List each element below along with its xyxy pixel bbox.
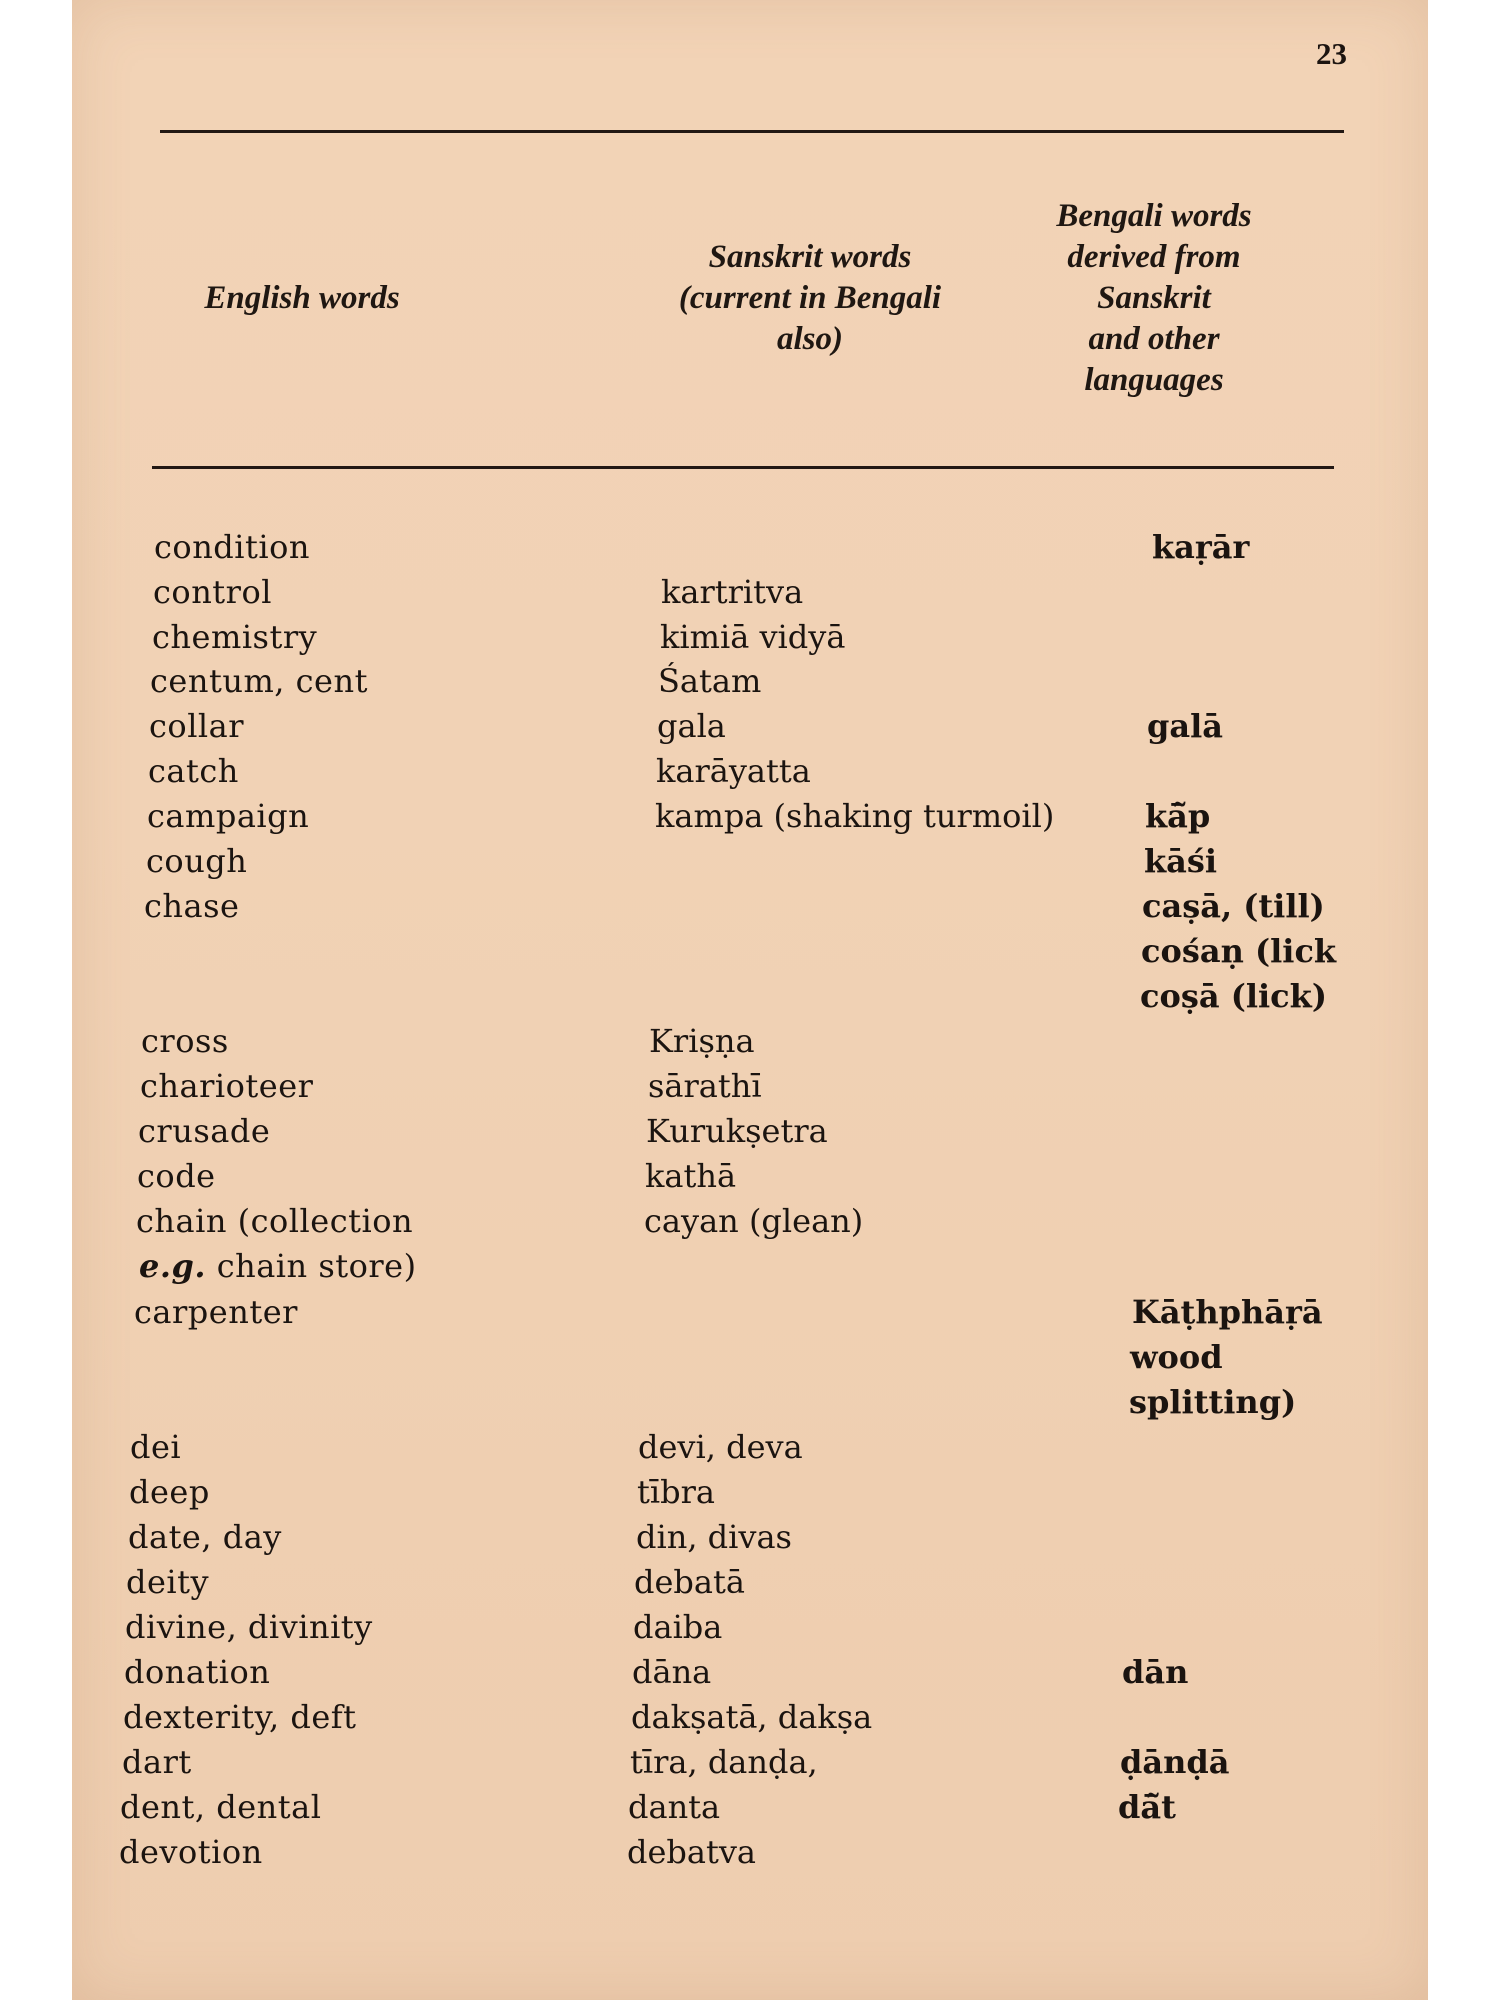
bengali-word: dā̃t xyxy=(1118,1788,1176,1826)
page-number: 23 xyxy=(1316,36,1347,71)
sanskrit-word: dakṣatā, dakṣa xyxy=(631,1698,873,1736)
english-word: condition xyxy=(154,528,310,566)
english-word: campaign xyxy=(147,797,310,835)
english-word: collar xyxy=(149,707,245,745)
bengali-word: kaṛār xyxy=(1152,528,1250,566)
sanskrit-word: debatva xyxy=(627,1833,756,1871)
header-sanskrit-line: also) xyxy=(777,321,843,357)
english-word: donation xyxy=(124,1653,271,1691)
english-word: divine, divinity xyxy=(125,1608,373,1646)
header-bengali-line: Sanskrit xyxy=(1097,280,1211,316)
english-word: centum, cent xyxy=(150,662,368,700)
english-word xyxy=(139,1247,417,1285)
bengali-word: ḍānḍā xyxy=(1120,1743,1230,1781)
sanskrit-word: cayan (glean) xyxy=(644,1202,864,1240)
english-word: charioteer xyxy=(140,1067,314,1105)
sanskrit-word: Kurukṣetra xyxy=(646,1112,828,1150)
english-word: dart xyxy=(122,1743,192,1781)
bengali-word: cośaṇ (lick xyxy=(1141,932,1337,970)
english-word: deep xyxy=(129,1473,210,1511)
english-word: dei xyxy=(130,1428,182,1466)
english-word: devotion xyxy=(119,1833,263,1871)
english-word: carpenter xyxy=(134,1293,298,1331)
english-word: dent, dental xyxy=(120,1788,322,1826)
bengali-word: galā xyxy=(1147,707,1223,745)
english-word-italic: e.g. xyxy=(139,1247,207,1285)
sanskrit-word: tībra xyxy=(637,1473,715,1511)
sanskrit-word: gala xyxy=(657,707,726,745)
sanskrit-word: Kriṣṇa xyxy=(649,1022,755,1060)
bengali-word: Kāṭhphāṛā xyxy=(1132,1293,1323,1331)
sanskrit-word: dāna xyxy=(632,1653,712,1691)
sanskrit-word: debatā xyxy=(634,1563,745,1601)
sanskrit-word: devi, deva xyxy=(638,1428,803,1466)
english-word: code xyxy=(137,1157,216,1195)
bengali-word: splitting) xyxy=(1129,1383,1297,1421)
english-word: catch xyxy=(148,752,239,790)
bengali-word: dān xyxy=(1122,1653,1189,1691)
english-word: crusade xyxy=(138,1112,271,1150)
sanskrit-word: kartritva xyxy=(661,573,804,611)
english-word-text: chain store) xyxy=(206,1247,417,1285)
bengali-word: wood xyxy=(1130,1338,1223,1376)
english-word: cough xyxy=(146,842,248,880)
english-word: date, day xyxy=(128,1518,282,1556)
english-word: deity xyxy=(126,1563,210,1601)
bengali-word: kāśi xyxy=(1144,842,1218,880)
header-bengali-line: languages xyxy=(1084,362,1224,398)
bengali-word: caṣā, (till) xyxy=(1142,887,1325,925)
header-sanskrit-line: Sanskrit words xyxy=(708,239,912,275)
sanskrit-word: daiba xyxy=(633,1608,723,1646)
english-word: cross xyxy=(141,1022,229,1060)
header-bengali-line: and other xyxy=(1088,321,1220,357)
bengali-word: coṣā (lick) xyxy=(1140,977,1327,1015)
sanskrit-word: tīra, danḍa, xyxy=(630,1743,818,1781)
header-bengali-line: Bengali words xyxy=(1056,198,1252,234)
sanskrit-word: kimiā vidyā xyxy=(660,618,846,656)
english-word: chase xyxy=(144,887,240,925)
bengali-word: kā̃p xyxy=(1145,797,1211,835)
book-page xyxy=(72,0,1428,2000)
english-word: dexterity, deft xyxy=(123,1698,357,1736)
sanskrit-word: sārathī xyxy=(648,1067,762,1105)
sanskrit-word: kampa (shaking turmoil) xyxy=(655,797,1055,835)
sanskrit-word: karāyatta xyxy=(656,752,811,790)
english-word: control xyxy=(153,573,272,611)
sanskrit-word: din, divas xyxy=(636,1518,792,1556)
english-word: chain (collection xyxy=(136,1202,414,1240)
header-sanskrit-line: (current in Bengali xyxy=(678,280,942,316)
header-english-words: English words xyxy=(204,280,400,316)
header-bengali-line: derived from xyxy=(1067,239,1241,275)
sanskrit-word: kathā xyxy=(645,1157,737,1195)
sanskrit-word: danta xyxy=(628,1788,721,1826)
sanskrit-word: Śatam xyxy=(658,662,762,700)
word-table xyxy=(72,0,1428,2000)
english-word: chemistry xyxy=(152,618,318,656)
